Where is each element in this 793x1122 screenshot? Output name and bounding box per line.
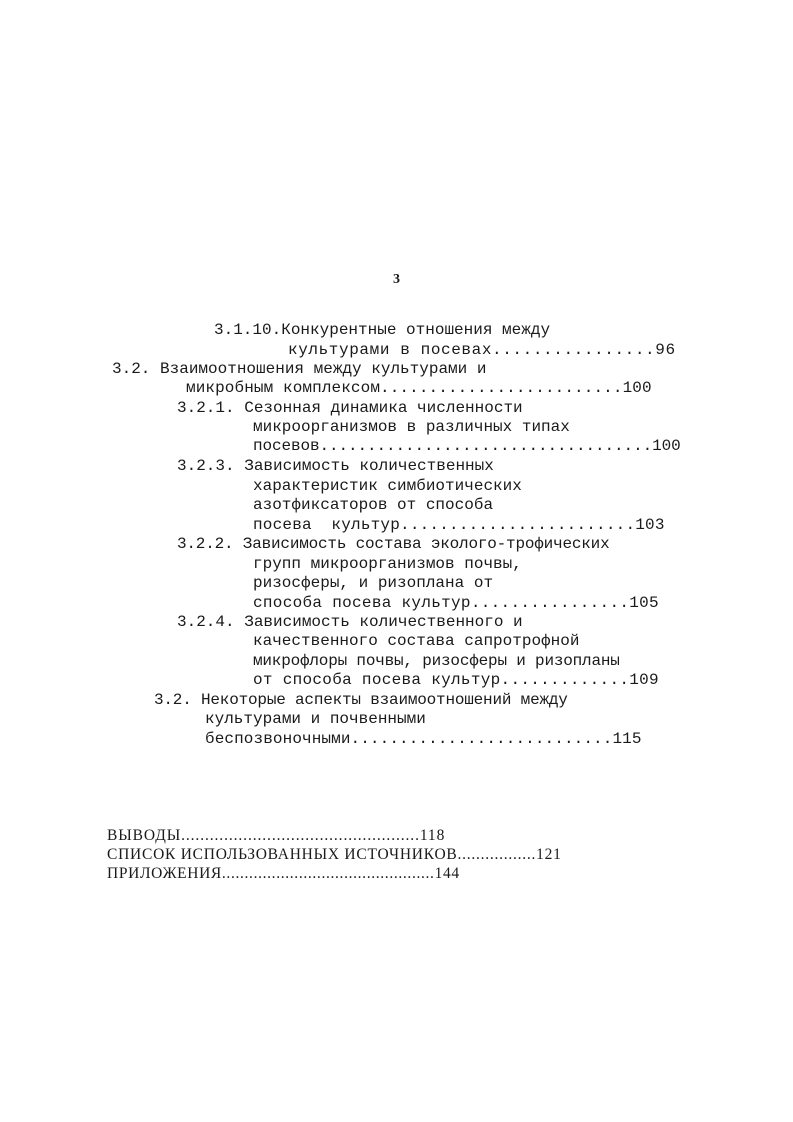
- toc-entry-3-2-aspects-title: 3.2. Некоторые аспекты взаимоотношений между: [154, 691, 568, 709]
- toc-entry-3-2-aspects-cont: культурами и почвенными: [205, 710, 426, 728]
- toc-entry-3-2-3-page: посева культур........................103: [253, 516, 665, 534]
- toc-entry-3-2-4-cont: качественного состава сапротрофной: [253, 632, 580, 650]
- toc-entry-3-2-aspects-page: беспозвоночными...........................115: [205, 730, 642, 748]
- toc-entry-references: СПИСОК ИСПОЛЬЗОВАННЫХ ИСТОЧНИКОВ.................121: [107, 846, 562, 863]
- toc-entry-3-2-4-cont2: микрофлоры почвы, ризосферы и ризопланы: [253, 652, 620, 670]
- toc-entry-3-2-4-page: от способа посева культур.............109: [253, 671, 659, 689]
- toc-entry-conclusions: ВЫВОДЫ..................................................118: [107, 827, 446, 844]
- toc-entry-3-2-1-page: посевов...................................100: [253, 437, 681, 455]
- toc-entry-3-2-2-cont: групп микроорганизмов почвы,: [253, 555, 522, 573]
- toc-entry-3-2-2-title: 3.2.2. Зависимость состава эколого-трофических: [177, 535, 610, 553]
- toc-entry-3-1-10-page: культурами в посевах................96: [288, 341, 676, 359]
- toc-entry-3-2-2-cont2: ризосферы, и ризоплана от: [253, 574, 494, 592]
- toc-entry-3-1-10-title: 3.1.10.Конкурентные отношения между: [214, 321, 551, 339]
- toc-entry-3-2-3-cont: характеристик симбиотических: [253, 477, 522, 495]
- toc-entry-3-2-title: 3.2. Взаимоотношения между культурами и: [112, 360, 487, 378]
- toc-entry-appendices: ПРИЛОЖЕНИЯ...............................................144: [107, 865, 460, 882]
- page-number: 3: [393, 272, 400, 287]
- toc-entry-3-2-1-cont: микроорганизмов в различных типах: [253, 418, 570, 436]
- toc-entry-3-2-3-cont2: азотфиксаторов от способа: [253, 496, 494, 514]
- toc-entry-3-2-3-title: 3.2.3. Зависимость количественных: [177, 457, 494, 475]
- toc-entry-3-2-2-page: способа посева культур................105: [253, 594, 659, 612]
- toc-entry-3-2-1-title: 3.2.1. Сезонная динамика численности: [177, 399, 523, 417]
- toc-entry-3-2-page: микробным комплексом.........................100: [186, 379, 652, 397]
- toc-entry-3-2-4-title: 3.2.4. Зависимость количественного и: [177, 613, 523, 631]
